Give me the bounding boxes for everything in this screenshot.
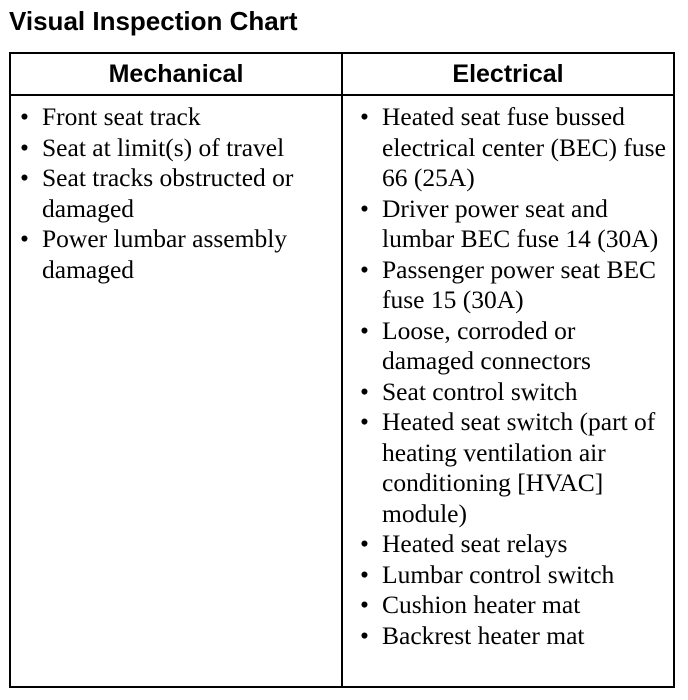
electrical-list-item: • Passenger power seat BEC fuse 15 (30A) (343, 255, 673, 316)
electrical-list-item: • Loose, corroded or damaged connectors (343, 316, 673, 377)
electrical-list-item: • Seat control switch (343, 377, 673, 408)
electrical-list-item: • Cushion heater mat (343, 590, 673, 621)
electrical-list-item: • Backrest heater mat (343, 621, 673, 652)
electrical-cell (342, 95, 674, 687)
electrical-list-item: • Heated seat switch (part of heating ventilation air conditioning [HVAC] module) (343, 407, 673, 529)
mechanical-list-item: • Seat tracks obstructed or damaged (11, 163, 341, 224)
electrical-list-item: • Heated seat fuse bussed electrical center (BEC) fuse 66 (25A) (343, 102, 673, 194)
visual-inspection-table (9, 52, 675, 688)
mechanical-list-item: • Front seat track (11, 102, 341, 133)
mechanical-list (11, 96, 341, 285)
header-row (10, 53, 674, 95)
chart-title: Visual Inspection Chart (9, 6, 298, 36)
electrical-list (343, 96, 673, 651)
mechanical-list-item: • Seat at limit(s) of travel (11, 133, 341, 164)
electrical-list-item: • Lumbar control switch (343, 560, 673, 591)
mechanical-cell (10, 95, 342, 687)
electrical-list-item: • Heated seat relays (343, 529, 673, 560)
mechanical-list-item: • Power lumbar assembly damaged (11, 224, 341, 285)
electrical-list-item: • Driver power seat and lumbar BEC fuse 14 (30A) (343, 194, 673, 255)
mechanical-column-header: Mechanical (10, 53, 342, 95)
electrical-column-header: Electrical (342, 53, 674, 95)
content-row (10, 95, 674, 687)
